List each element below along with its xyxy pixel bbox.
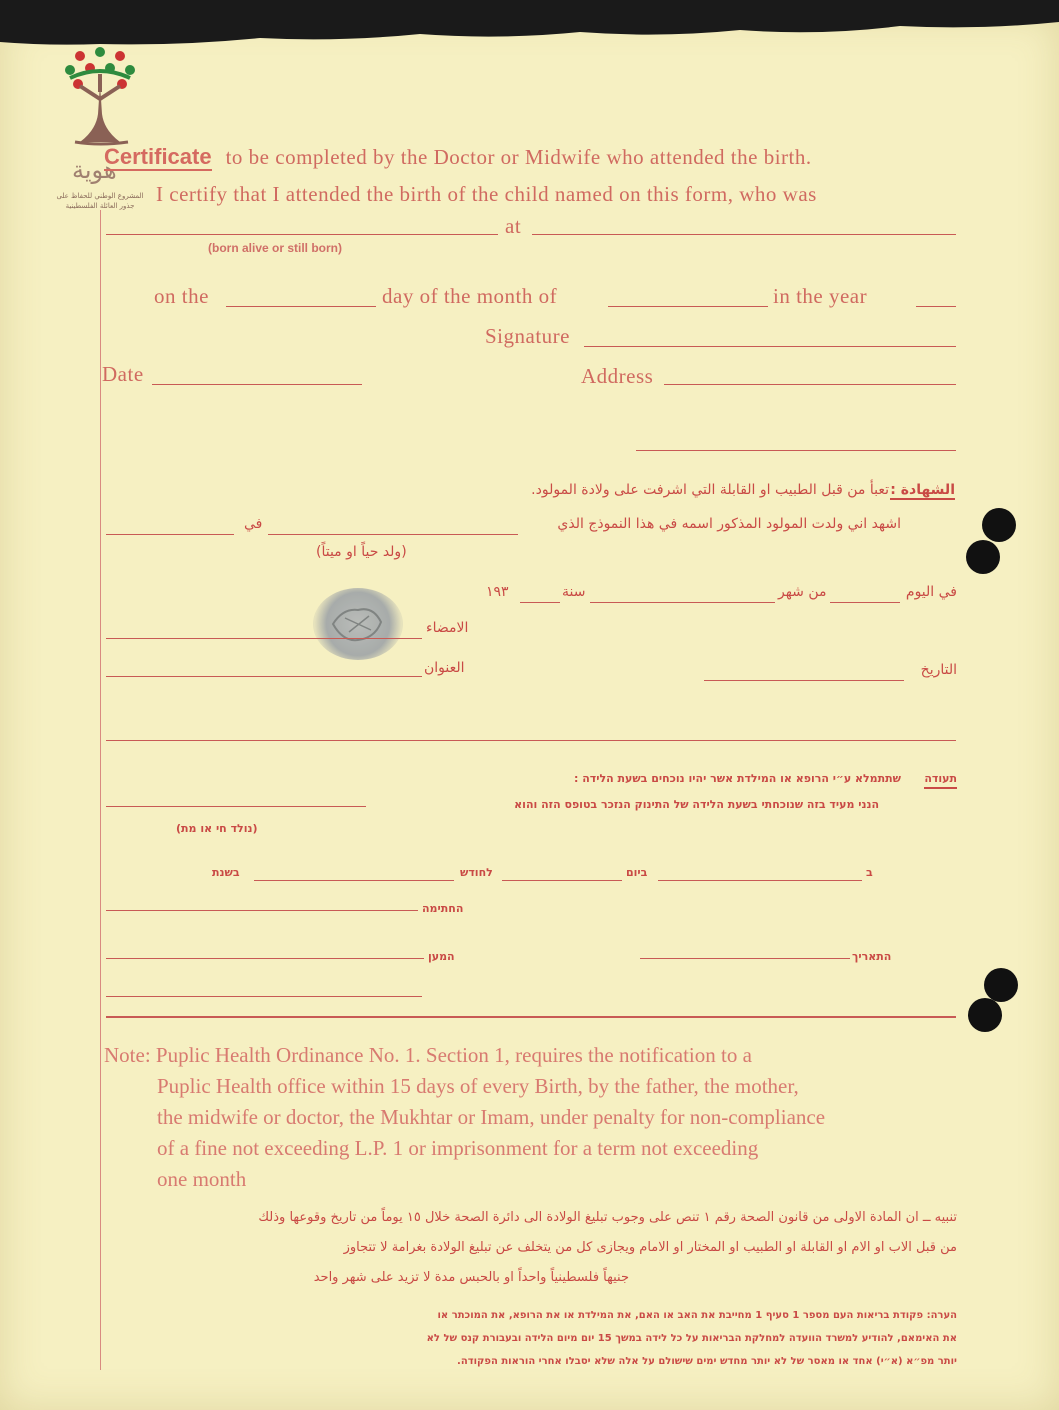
torn-top-edge	[0, 0, 1059, 50]
form-paper	[0, 14, 1059, 1410]
birth-year-field[interactable]	[916, 306, 956, 307]
certificate-title: Certificate	[104, 144, 212, 169]
hebrew-day-label: ביום	[626, 866, 648, 879]
note-english-line1: Note: Puplic Health Ordinance No. 1. Section 1, requires the notification to a	[104, 1043, 752, 1067]
on-the-label: on the	[154, 284, 209, 308]
hebrew-signature-field[interactable]	[106, 910, 418, 911]
note-arabic-line2: من قبل الاب او الام او القابلة او الطبيب او المختار او الامام ويجازى كل من يتخلف عن تبليغ الولادة بغرامة لا تتجاوز	[343, 1240, 957, 1255]
family-tree-icon	[50, 44, 150, 154]
date-field[interactable]	[152, 384, 362, 385]
arabic-day-field[interactable]	[830, 602, 900, 603]
signature-field[interactable]	[584, 346, 956, 347]
birth-day-field[interactable]	[226, 306, 376, 307]
margin-line	[100, 210, 101, 1370]
hebrew-in-label: ב	[866, 866, 873, 879]
arabic-certify-statement: اشهد اني ولدت المولود المذكور اسمه في هذا النموذج الذي	[557, 516, 901, 532]
hebrew-address-label: המען	[428, 950, 455, 963]
address-field-line2[interactable]	[636, 450, 956, 451]
date-label: Date	[102, 362, 144, 386]
arabic-month-label: من شهر	[778, 584, 827, 600]
arabic-heading-text: تعبأ من قبل الطبيب او القابلة التي اشرفت على ولادة المولود.	[531, 482, 889, 498]
address-label: Address	[581, 364, 654, 388]
note-arabic-line3: جنيهاً فلسطينياً واحداً او بالحبس مدة لا تزيد على شهر واحد	[313, 1270, 629, 1285]
note-hebrew-line1: הערה: פקודת בריאות העם מספר 1 סעיף 1 מחייבת את האב או האם, את המילדת או את הרופא, את המוכתר או	[437, 1310, 957, 1321]
hebrew-born-hint: (נולד חי או מת)	[176, 822, 258, 835]
birth-status-field[interactable]	[106, 234, 498, 235]
hebrew-date-field[interactable]	[640, 958, 850, 959]
note-english-line5: one month	[157, 1167, 247, 1191]
hebrew-year-label: בשנת	[212, 866, 240, 879]
arabic-address-field-line2[interactable]	[106, 740, 956, 741]
logo-caption-line1: المشروع الوطني للحفاظ على	[56, 192, 144, 200]
hebrew-month-label: לחודש	[460, 866, 493, 879]
arabic-signature-field[interactable]	[106, 638, 422, 639]
hebrew-place-field[interactable]	[658, 880, 862, 881]
hebrew-heading-text: שתתמלא ע״י הרופא או המילדת אשר יהיו נוכחים בשעת הלידה :	[573, 772, 901, 785]
arabic-signature-label: الامضاء	[426, 620, 469, 636]
hebrew-address-field[interactable]	[106, 958, 424, 959]
punch-hole-4	[968, 998, 1002, 1032]
note-english-line4: of a fine not exceeding L.P. 1 or imprisonment for a term not exceeding	[157, 1136, 759, 1160]
arabic-address-label: العنوان	[424, 660, 465, 676]
hebrew-day-field[interactable]	[502, 880, 622, 881]
birth-place-field[interactable]	[532, 234, 956, 235]
note-arabic-line1: تنبيه ــ ان المادة الاولى من قانون الصحة رقم ١ تنص على وجوب تبليغ الولادة الى دائرة الصحة خلال ١٥ يوماً من تاريخ وقوعها وذلك	[258, 1210, 957, 1225]
arabic-born-hint: (ولد حياً او ميتاً)	[316, 544, 407, 560]
arabic-date-field[interactable]	[704, 680, 904, 681]
logo-caption-line2: جذور العائلة الفلسطينية	[65, 202, 135, 210]
certificate-heading	[104, 144, 812, 170]
punch-hole-3	[984, 968, 1018, 1002]
arabic-birth-place-field[interactable]	[268, 534, 518, 535]
arabic-day-label: في اليوم	[905, 584, 957, 600]
hebrew-address-field-line2[interactable]	[106, 996, 422, 997]
arabic-fi-label: في	[244, 516, 263, 532]
note-hebrew-line2: את האימאם, להודיע למשרד הוועדה למחלקת הבריאות על כל לידה במשך 15 יום מיום הלידה ובעבורת קנס של לא	[426, 1333, 957, 1344]
section-divider	[106, 1016, 956, 1018]
certify-statement: I certify that I attended the birth of the child named on this form, who was	[156, 182, 817, 206]
born-status-hint: (born alive or still born)	[208, 241, 343, 255]
arabic-year-prefix: ١٩٣	[486, 584, 509, 600]
punch-hole-2	[966, 540, 1000, 574]
punch-hole-1	[982, 508, 1016, 542]
official-stamp	[313, 588, 403, 660]
hebrew-heading: תעודה	[924, 772, 957, 789]
birth-month-field[interactable]	[608, 306, 768, 307]
address-field[interactable]	[664, 384, 956, 385]
in-the-year-label: in the year	[773, 284, 868, 308]
arabic-address-field[interactable]	[106, 676, 422, 677]
logo-calligraphy: هوية	[72, 156, 117, 184]
note-english-line3: the midwife or doctor, the Mukhtar or Imam, under penalty for non-compliance	[157, 1105, 826, 1129]
arabic-date-label: التاريخ	[920, 662, 957, 678]
note-hebrew-line3: יותר מפ״א (א״י) אחד או מאסר של לא יותר מחדש ימים שישולם על אלה שלא יסבלו אחרי הוראות הפקודה.	[457, 1356, 957, 1367]
organization-logo	[50, 44, 150, 214]
arabic-year-field[interactable]	[520, 602, 560, 603]
hebrew-date-label: התאריך	[852, 950, 892, 963]
certificate-subtitle: to be completed by the Doctor or Midwife who attended the birth.	[225, 145, 812, 169]
arabic-birth-status-field[interactable]	[106, 534, 234, 535]
hebrew-birth-status-field[interactable]	[106, 806, 366, 807]
arabic-month-field[interactable]	[590, 602, 775, 603]
note-english-line2: Puplic Health office within 15 days of every Birth, by the father, the mother,	[157, 1074, 799, 1098]
at-label: at	[505, 214, 522, 238]
arabic-heading: الشهادة :	[890, 482, 955, 498]
hebrew-signature-label: החתימה	[422, 902, 464, 915]
hebrew-month-field[interactable]	[254, 880, 454, 881]
arabic-year-label: سنة	[562, 584, 586, 600]
stamp-emblem-icon	[313, 588, 403, 660]
day-of-month-label: day of the month of	[382, 284, 558, 308]
signature-label: Signature	[485, 324, 570, 348]
hebrew-certify-statement: הנני מעיד בזה שנוכחתי בשעת הלידה של התינוק הנזכר בטופס הזה והוא	[514, 798, 879, 811]
